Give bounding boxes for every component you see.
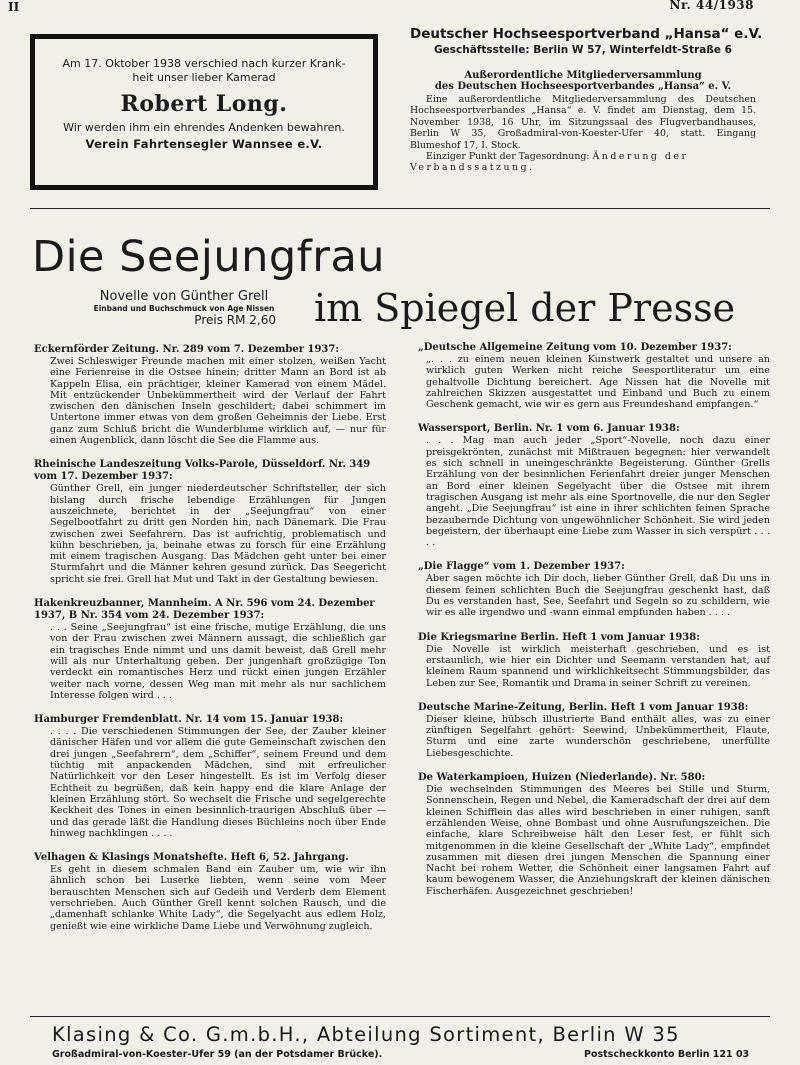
section-title: im Spiegel der Presse [314,286,736,330]
review-item [418,702,770,759]
review-text: Dieser kleine, hübsch illustrierte Band enthält alles, was zu einer zünftigen Segelfahrt gehört: Seewind, Unbekümmertheit, Flaute, Sturm und eine zarte wunderschön geschriebene, unerfüllte Liebesgeschichte. [426,713,770,759]
review-source: De Waterkampioen, Huizen (Niederlande). Nr. 580: [418,772,706,784]
review-source: Hakenkreuzbanner, Mannheim. A Nr. 596 vom 24. Dezember 1937, B Nr. 354 vom 24. Dezember 1937: [34,598,375,622]
review-text: Es geht in diesem schmalen Band ein Zauber um, wie wir ihn ähnlich schon bei Luserke liebten, wenn seine vom Meer berauschten Menschen sich auf Gedeih und Verderb dem Element verschrieben. Auch Günther Grell kennt solchen Rausch, und die „damenhaft schlanke White Lady“, die Segelyacht aus edlem Holz, genießt wie eine wirkliche Dame Liebe und Verwöhnung zugleich. [50,864,386,932]
hansa-agenda-prefix: Einziger Punkt der Tagesordnung: [426,151,590,163]
hansa-title: des Deutschen Hochseesportverbandes „Hansa“ e. V. [434,81,732,92]
hansa-heading: Deutscher Hochseesportverband „Hansa“ e.V. [410,26,763,42]
review-text: „. . . zu einem neuen kleinen Kunstwerk gestaltet und unsere an wirklich guten Werken nicht reiche Seesportliteratur um eine gehaltvolle Dichtung bereichert. Age Nissen hat die Novelle mit zahlreichen Skizzen ausgestattet und Einband und Buch zu einem Geschenk gemacht, wie wir es gern aus Freundeshand empfangen.“ [426,354,770,411]
obituary-club: Verein Fahrtensegler Wannsee e.V. [85,137,323,151]
hansa-agenda [410,151,756,174]
review-item [418,772,770,897]
publisher-name: Klasing & Co. G.m.b.H., Abteilung Sortiment, Berlin W 35 [52,1023,680,1046]
review-source: „Die Flagge“ vom 1. Dezember 1937: [418,561,625,573]
hansa-notice [410,26,763,174]
review-item [418,561,770,618]
publisher-address: Großadmiral-von-Koester-Ufer 59 (an der Potsdamer Brücke). [52,1049,383,1060]
review-item [34,459,386,585]
review-source: Die Kriegsmarine Berlin. Heft 1 vom Januar 1938: [418,631,700,643]
review-text: Zwei Schleswiger Freunde machen mit einer stolzen, weißen Yacht eine Ferienreise in die Ostsee hinein; dritter Mann an Bord ist ab Kappeln Elisa, ein prächtiger, kleiner Kamerad von einem Mädel. Mit entzückender Unbekümmertheit wird der Verlauf der Fahrt zwischen den dänischen Inseln geschildert; dabei schimmert im Untertone immer etwas von dem großen Geheimnis der Liebe. Erst ganz zum Schluß bricht die Wunderblume wirklich auf, — nur für einen Augenblick, dann löscht die See die Flamme aus. [50,356,386,447]
review-text: . . . . Die verschiedenen Stimmungen der See, der Zauber kleiner dänischer Häfen und vor allem die gute Gemeinschaft zwischen den drei jungen „Seefahrern“, dem „Schiffer“, seinem Freund und dem tüchtig mit anpackenden Mädchen, sind mit erfreulicher Natürlichkeit vor den Leser hingestellt. Es ist im Verfolg dieser Echtheit zu begrüßen, daß kein happy end die klare Anlage der kleinen Erzählung stört. So wechselt die Frische und segelgerechte Keckheit des Tones in einen besinnlich-traurigen Abschluß über — und das gerade läßt die Handlung dieses Büchleins noch über Ende hinweg nachklingen . . . . [50,726,386,839]
obituary-box [30,34,378,190]
hansa-title: Außerordentliche Mitgliederversammlung [464,70,702,81]
review-source: Deutsche Marine-Zeitung, Berlin. Heft 1 vom Januar 1938: [418,701,749,713]
review-source: „Deutsche Allgemeine Zeitung vom 10. Dezember 1937: [418,342,732,353]
review-text: Die Novelle ist wirklich meisterhaft geschrieben, und es ist erstaunlich, wie hier ein Dichter und Seemann verstanden hat, auf kleinem Raum spannend und wirklichkeitsecht Stimmungsbilder, das Leben zur See, Romantik und Drama in seiner Schrift zu vereinen. [426,643,770,689]
review-item [34,852,386,932]
byline-author: Novelle von Günther Grell [99,289,269,304]
obituary-line: heit unser lieber Kamerad [132,71,276,84]
hansa-office: Geschäftsstelle: Berlin W 57, Winterfeldt-Straße 6 [434,44,732,56]
hansa-body: Eine außerordentliche Mitgliederversammlung des Deutschen Hochseesportverbandes „Hansa“ e. V. findet am Dienstag, dem 15. November 1938, 16 Uhr, im Sitzungssaal des Flugverbandhauses, Berlin W 35, Großadmiral-von-Koester-Ufer 40, statt. Eingang Blumeshof 17, I. Stock. [410,94,756,151]
reviews-right-column [418,342,770,910]
review-text: Aber sagen möchte ich Dir doch, lieber Günther Grell, daß Du uns in diesem feinen schlichten Buch die Seejungfrau geschenkt hast, daß Du es verstanden hast, See, Seefahrt und Segeln so zu schildern, wie wir es alle irgendwo und -wann einmal empfunden haben . . . . [426,573,770,619]
byline-price: Preis RM 2,60 [194,313,276,327]
obituary-line: Wir werden ihm ein ehrendes Andenken bewahren. [63,121,345,134]
review-source: Hamburger Fremdenblatt. Nr. 14 vom 15. Januar 1938: [34,714,344,726]
reviews-left-column [34,344,386,945]
postscheck-account: Postscheckkonto Berlin 121 03 [584,1049,750,1060]
divider [30,208,770,209]
review-item [418,342,770,410]
review-item [34,714,386,839]
page-number-left: II [8,0,20,14]
byline [86,289,282,327]
review-source: Rheinische Landeszeitung Volks-Parole, Düsseldorf. Nr. 349 vom 17. Dezember 1937: [34,459,371,483]
review-item [418,632,770,689]
byline-binding: Einband und Buchschmuck von Age Nissen [93,304,275,313]
review-text: . . . Seine „Seejungfrau“ ist eine frische, mutige Erzählung, die uns von der Frau zwischen zwei Männern aussagt, die schließlich gar ein tragisches Ende nimmt und uns damit beweist, daß Grell mehr will als nur Unterhaltung geben. Der jungenhaft großzügige Ton verdeckt ein romantisches Herz und rückt einen jungen Erzähler weiter nach vorne, dessen Weg man mit mehr als nur sachlichem Interesse folgen wird . . . [50,622,386,701]
review-text: Die wechselnden Stimmungen des Meeres bei Stille und Sturm, Sonnenschein, Regen und Nebel, die Kameradschaft der drei auf dem kleinen Schifflein das alles wird beschrieben in einer ruhigen, sanft erzählenden Weise, ohne Bombast und ohne Ausrufungszeichen. Die einfache, klare Schreibweise hält den Leser fest, er fühlt sich mitgenommen in die kleine Gesellschaft der „White Lady“, empfindet zusammen mit diesen drei jungen Menschen die Spannung einer Nacht bei rohem Wetter, die Schönheit einer langsamen Fahrt auf kaum bewogenem Wasser, die Anziehungskraft der kleinen dänischen Fischerhäfen. Ausgezeichnet geschrieben! [426,784,770,897]
review-text: Günther Grell, ein junger niederdeutscher Schriftsteller, der sich bislang durch frische lebendige Erzählungen für Jungen auszeichnete, berichtet in der „Seejungfrau“ von einer Segelbootfahrt zu dritt gen Norden hin, nach Dänemark. Die Frau zwischen zwei Seefahrern. Das ist aufrichtig, problematisch und kühn beschrieben, ja, beinahe etwas zu forsch für eine Erzählung mit einem tragischen Ausgang. Das Mädchen geht unter bei einer Sturmfahrt und die Männer kehren gesund zurück. Das Seegericht spricht sie frei. Grell hat Mut und Takt in der Gestaltung bewiesen. [50,483,386,585]
review-source: Wassersport, Berlin. Nr. 1 vom 6. Januar 1938: [418,423,680,435]
review-source: Eckernförder Zeitung. Nr. 289 vom 7. Dezember 1937: [34,344,340,355]
obituary-name: Robert Long. [120,91,288,117]
hansa-agenda-item: Änderung der Verbandssatzung. [410,151,689,174]
issue-number: Nr. 44/1938 [669,0,754,12]
divider [30,1016,770,1017]
book-title: Die Seejungfrau [32,232,386,282]
review-item [34,598,386,701]
review-text: . . . Mag man auch jeder „Sport“-Novelle, noch dazu einer preisgekrönten, zunächst mit Mißtrauen begegnen: hier verwandelt es sich schnell in uneingeschränkte Begeisterung. Günther Grells Erzählung von der besinnlichen Ferienfahrt dreier junger Menschen an Bord einer kleinen Segelyacht über die Ostsee mit ihrem tragischen Ausgang ist mehr als eine Sportnovelle, die nur den Segler angeht. „Die Seejungfrau“ ist eine in ihrer schlichten feinen Sprache bezaubernde Dichtung von ungewöhnlicher Schönheit. Sie wird jeden begeistern, der überhaupt eine Liebe zum Wasser in sich verspürt . . . . . [426,435,770,549]
review-item [418,423,770,548]
review-item [34,344,386,446]
obituary-line: Am 17. Oktober 1938 verschied nach kurzer Krank- [62,57,346,70]
review-source: Velhagen & Klasings Monatshefte. Heft 6, 52. Jahrgang. [34,852,349,864]
